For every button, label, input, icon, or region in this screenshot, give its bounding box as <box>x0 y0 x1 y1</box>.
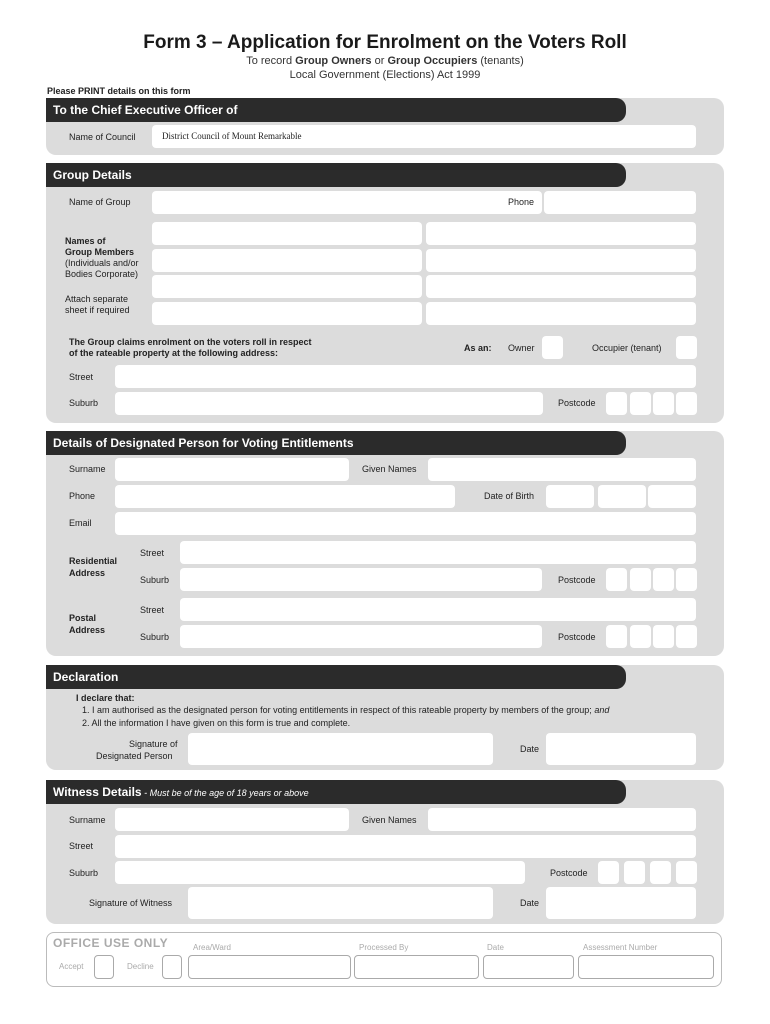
witness-age-note: - Must be of the age of 18 years or above <box>141 788 309 798</box>
accept-label: Accept <box>59 962 84 971</box>
res-street-label: Street <box>140 548 165 558</box>
residential-label: Address <box>69 568 106 578</box>
witness-signature-field[interactable] <box>188 887 493 919</box>
assessment-label: Assessment Number <box>583 943 658 952</box>
form-subtitle <box>0 55 770 67</box>
group-suburb-field[interactable] <box>115 392 543 415</box>
owner-label: Owner <box>508 343 535 353</box>
area-field[interactable] <box>188 955 351 979</box>
witness-postcode-label: Postcode <box>550 868 588 878</box>
postal-postcode-label: Postcode <box>558 632 596 642</box>
postal-street-label: Street <box>140 605 165 615</box>
group-phone-label: Phone <box>508 197 535 207</box>
group-name-label: Name of Group <box>69 197 131 207</box>
subtitle-tenants: (tenants) <box>477 55 524 67</box>
group-heading: Group Details <box>46 163 626 187</box>
witness-date-label: Date <box>520 898 540 908</box>
declaration-intro: I declare that: <box>76 693 135 703</box>
member-field[interactable] <box>152 249 422 272</box>
accept-checkbox[interactable] <box>94 955 114 979</box>
postcode-digit-box[interactable] <box>676 568 697 591</box>
member-field[interactable] <box>152 275 422 298</box>
group-street-field[interactable] <box>115 365 696 388</box>
act-reference: Local Government (Elections) Act 1999 <box>289 69 481 81</box>
postcode-digit-box[interactable] <box>653 568 674 591</box>
owner-checkbox[interactable] <box>542 336 563 359</box>
subtitle-owners: Group Owners <box>295 55 372 67</box>
witness-given-names-field[interactable] <box>428 808 696 831</box>
office-date-field[interactable] <box>483 955 574 979</box>
decline-checkbox[interactable] <box>162 955 182 979</box>
council-value: District Council of Mount Remarkable <box>162 131 302 141</box>
members-label: Names of <box>65 236 106 246</box>
street-label: Street <box>69 372 94 382</box>
witness-surname-field[interactable] <box>115 808 349 831</box>
designated-email-field[interactable] <box>115 512 696 535</box>
attach-label: Attach separate <box>65 294 129 304</box>
postal-label: Postal <box>69 613 97 623</box>
witness-suburb-label: Suburb <box>69 868 99 878</box>
occupier-checkbox[interactable] <box>676 336 697 359</box>
member-field[interactable] <box>426 302 696 325</box>
area-label: Area/Ward <box>193 943 231 952</box>
postcode-label: Postcode <box>558 398 596 408</box>
email-label: Email <box>69 518 92 528</box>
postcode-digit-box[interactable] <box>650 861 671 884</box>
postcode-digit-box[interactable] <box>630 625 651 648</box>
designated-given-names-field[interactable] <box>428 458 696 481</box>
postcode-digit-box[interactable] <box>630 568 651 591</box>
residential-label: Residential <box>69 556 118 566</box>
designated-heading: Details of Designated Person for Voting Entitlements <box>46 431 626 455</box>
group-phone-field[interactable] <box>544 191 696 214</box>
subtitle-occupiers: Group Occupiers <box>387 55 478 67</box>
members-label: Group Members <box>65 247 135 257</box>
office-use-title: OFFICE USE ONLY <box>53 936 169 950</box>
res-suburb-label: Suburb <box>140 575 170 585</box>
witness-suburb-field[interactable] <box>115 861 525 884</box>
postcode-digit-box[interactable] <box>598 861 619 884</box>
declaration-item-1-text: 1. I am authorised as the designated person for voting entitlements in respect of this rateable property by members of the group; <box>82 705 592 715</box>
witness-street-label: Street <box>69 841 94 851</box>
witness-date-field[interactable] <box>546 887 696 919</box>
suburb-label: Suburb <box>69 398 99 408</box>
phone-label: Phone <box>69 491 96 501</box>
given-names-label: Given Names <box>362 464 417 474</box>
dob-year-field[interactable] <box>648 485 696 508</box>
postal-street-field[interactable] <box>180 598 696 621</box>
council-label: Name of Council <box>69 132 136 142</box>
ceo-heading: To the Chief Executive Officer of <box>46 98 626 122</box>
witness-section <box>46 780 724 924</box>
designated-section <box>46 431 724 656</box>
designated-surname-field[interactable] <box>115 458 349 481</box>
form-title: Form 3 – Application for Enrolment on the Voters Roll <box>143 32 627 53</box>
office-date-label: Date <box>487 943 504 952</box>
residential-street-field[interactable] <box>180 541 696 564</box>
ceo-section <box>46 98 724 155</box>
processed-label: Processed By <box>359 943 409 952</box>
subtitle-text: To record <box>246 55 296 67</box>
member-field[interactable] <box>152 222 422 245</box>
surname-label: Surname <box>69 464 106 474</box>
postcode-digit-box[interactable] <box>676 861 697 884</box>
office-use-section <box>46 932 722 987</box>
members-label: Bodies Corporate) <box>65 269 139 279</box>
member-field[interactable] <box>426 222 696 245</box>
claim-text: The Group claims enrolment on the voters roll in respect <box>69 337 312 347</box>
residential-suburb-field[interactable] <box>180 568 542 591</box>
postcode-digit-box[interactable] <box>606 392 627 415</box>
signature-label: Designated Person <box>96 751 173 761</box>
postcode-digit-box[interactable] <box>676 392 697 415</box>
postal-label: Address <box>69 625 106 635</box>
declaration-date-field[interactable] <box>546 733 696 765</box>
declaration-heading: Declaration <box>46 665 626 689</box>
occupier-label: Occupier (tenant) <box>592 343 662 353</box>
witness-surname-label: Surname <box>69 815 106 825</box>
postal-suburb-field[interactable] <box>180 625 542 648</box>
dob-month-field[interactable] <box>598 485 646 508</box>
postcode-digit-box[interactable] <box>606 568 627 591</box>
postcode-digit-box[interactable] <box>653 392 674 415</box>
print-note: Please PRINT details on this form <box>47 86 191 96</box>
declaration-section <box>46 665 724 770</box>
dob-day-field[interactable] <box>546 485 594 508</box>
member-field[interactable] <box>426 249 696 272</box>
declaration-item-1 <box>82 705 609 715</box>
declaration-and: and <box>594 705 610 715</box>
decline-label: Decline <box>127 962 154 971</box>
dob-label: Date of Birth <box>484 491 535 501</box>
witness-heading-text: Witness Details <box>53 785 142 799</box>
witness-heading <box>46 780 626 804</box>
designated-signature-field[interactable] <box>188 733 493 765</box>
postcode-digit-box[interactable] <box>630 392 651 415</box>
council-field[interactable] <box>152 125 696 148</box>
witness-street-field[interactable] <box>115 835 696 858</box>
postal-suburb-label: Suburb <box>140 632 170 642</box>
attach-label: sheet if required <box>65 305 130 315</box>
claim-text: of the rateable property at the following address: <box>69 348 279 358</box>
member-field[interactable] <box>152 302 422 325</box>
members-label: (Individuals and/or <box>65 258 139 268</box>
group-section <box>46 163 724 423</box>
postcode-digit-box[interactable] <box>606 625 627 648</box>
res-postcode-label: Postcode <box>558 575 596 585</box>
postcode-digit-box[interactable] <box>676 625 697 648</box>
subtitle-or: or <box>371 55 388 67</box>
declaration-item-2: 2. All the information I have given on this form is true and complete. <box>82 718 351 728</box>
group-name-field[interactable] <box>152 191 542 214</box>
signature-label: Signature of <box>129 739 178 749</box>
as-an-label: As an: <box>464 343 492 353</box>
witness-given-names-label: Given Names <box>362 815 417 825</box>
postcode-digit-box[interactable] <box>624 861 645 884</box>
witness-signature-label: Signature of Witness <box>89 898 173 908</box>
member-field[interactable] <box>426 275 696 298</box>
declaration-date-label: Date <box>520 744 540 754</box>
processed-field[interactable] <box>354 955 479 979</box>
postcode-digit-box[interactable] <box>653 625 674 648</box>
designated-phone-field[interactable] <box>115 485 455 508</box>
assessment-field[interactable] <box>578 955 714 979</box>
